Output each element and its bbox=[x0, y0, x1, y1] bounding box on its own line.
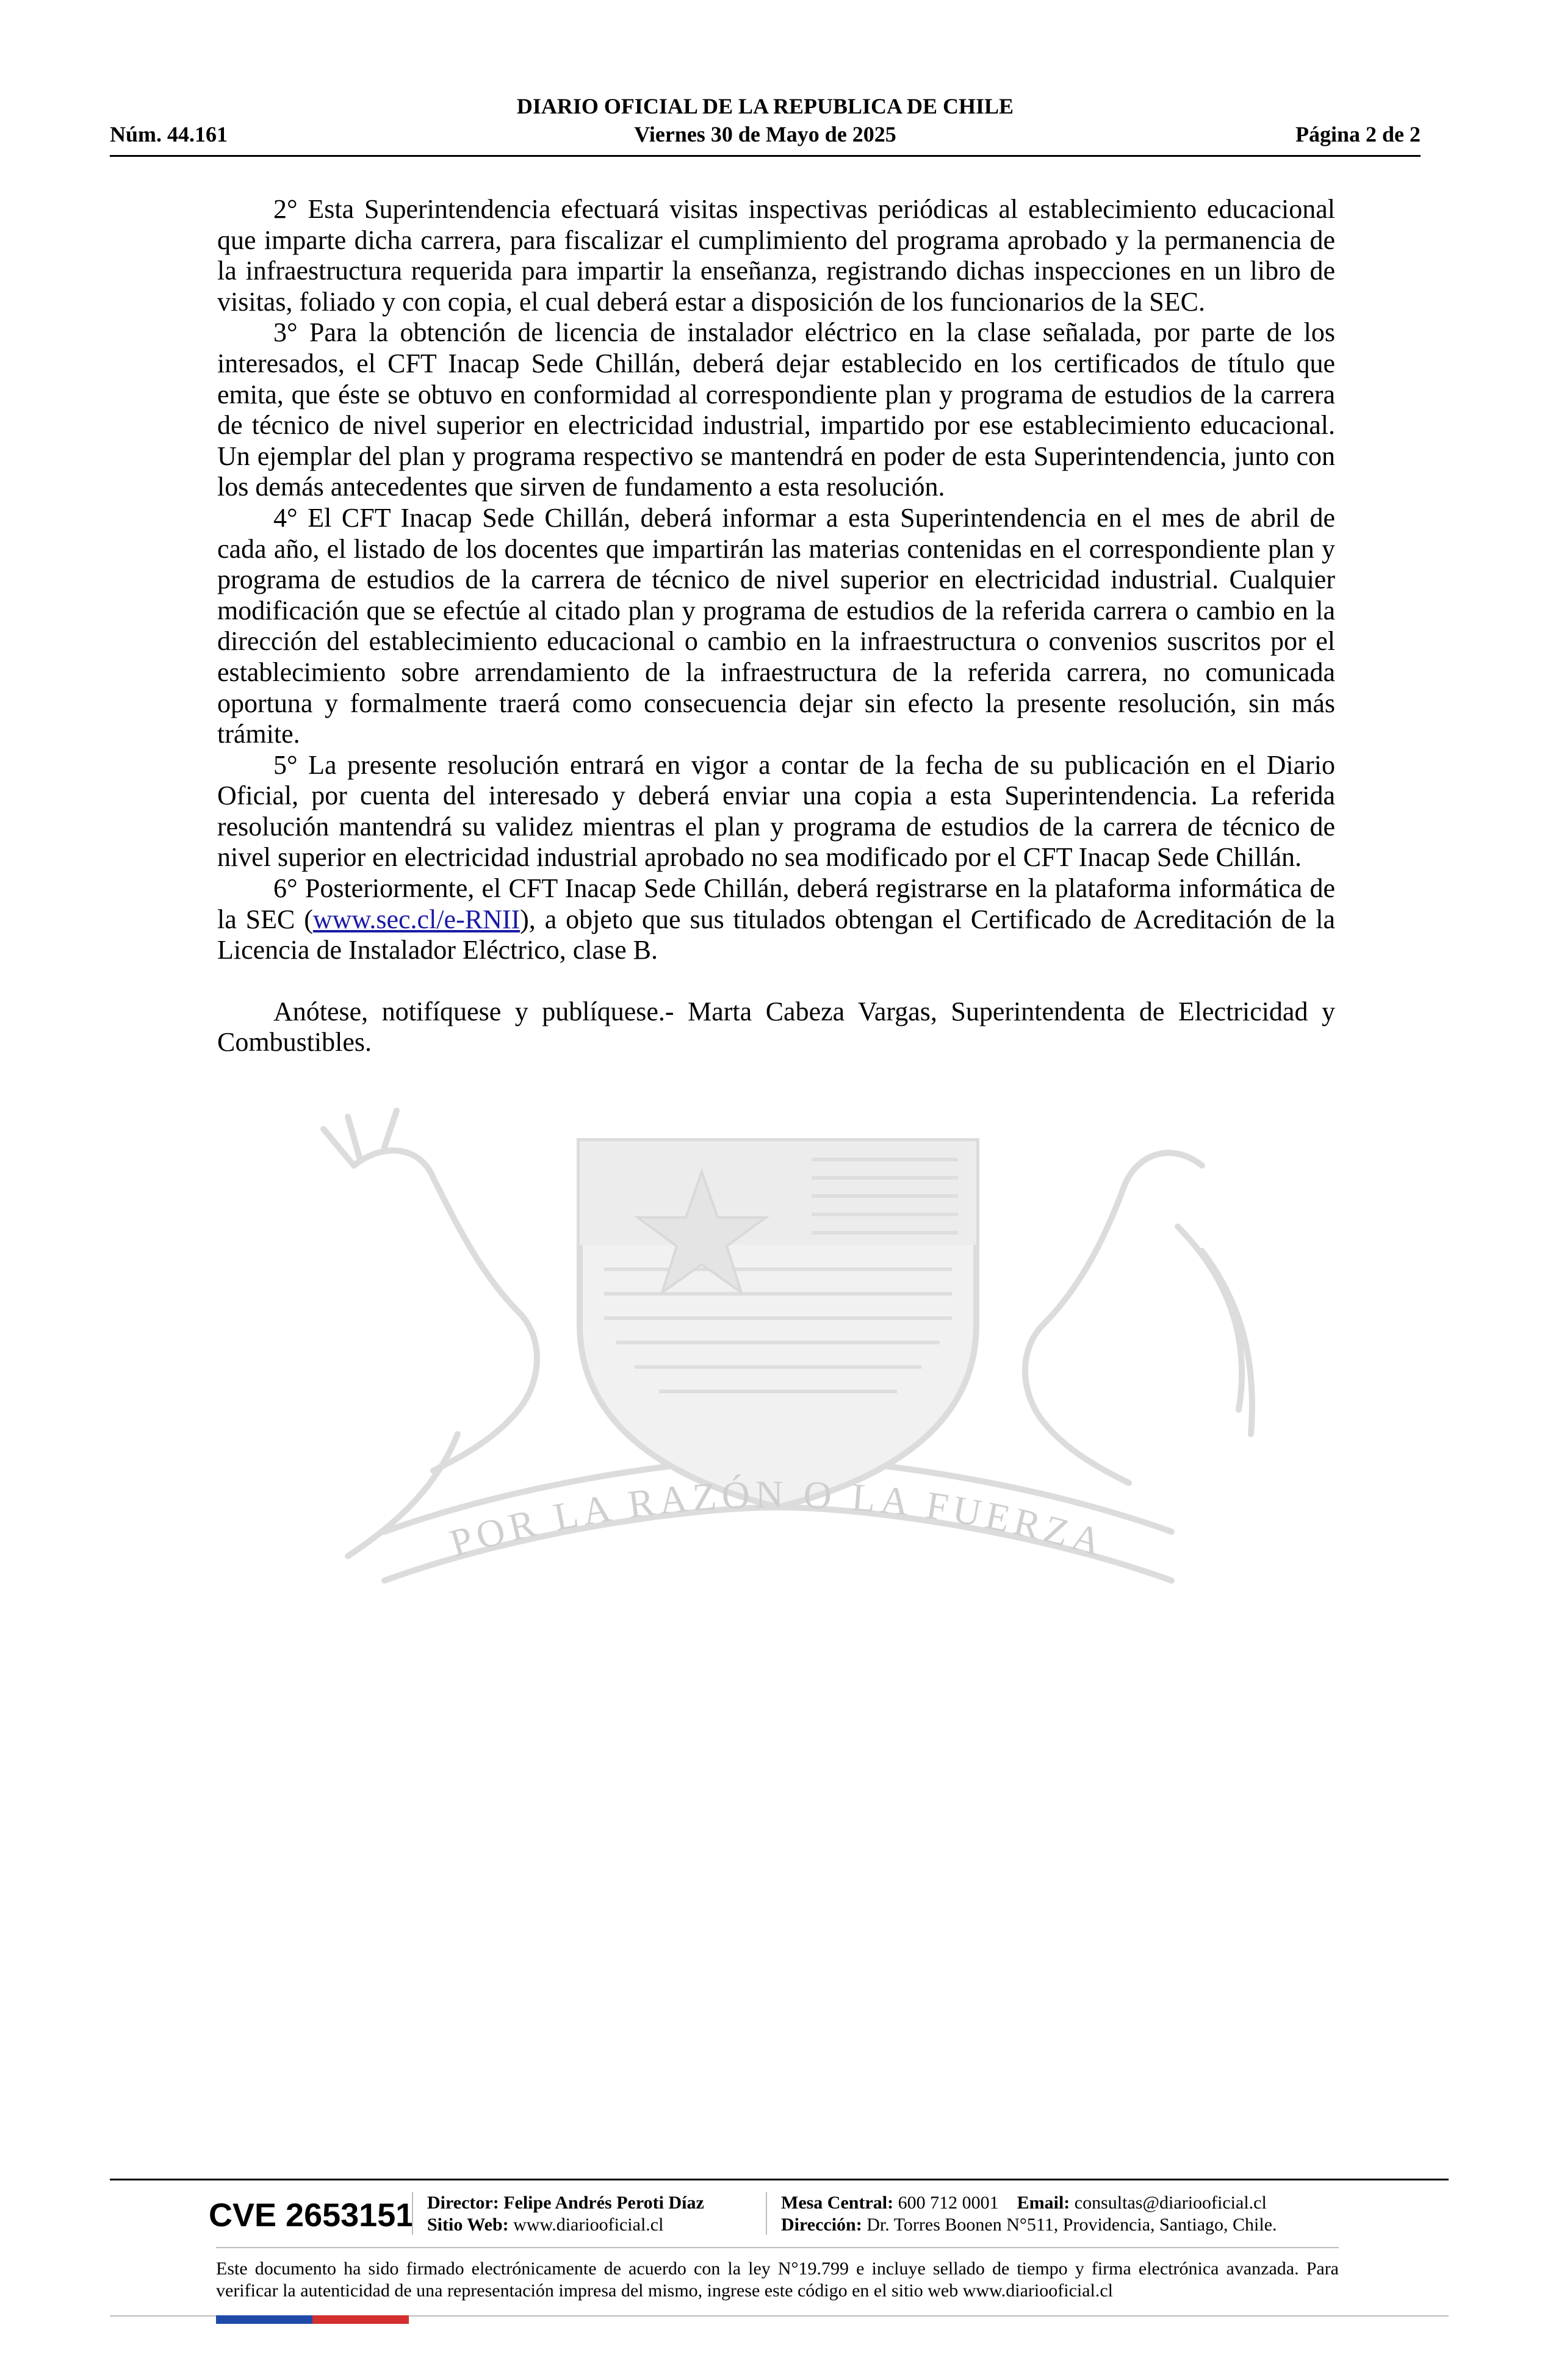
closing-signature: Anótese, notifíquese y publíquese.- Marta Cabeza Vargas, Superintendenta de Electricidad y Combustibles. bbox=[217, 996, 1335, 1058]
site-label: Sitio Web: bbox=[427, 2215, 509, 2235]
page-footer bbox=[110, 2179, 1449, 2325]
paragraph-6-lead: 6° Posteriormente, el CFT Inacap Sede Chillán, deberá registrarse en la plataforma informática de la SEC ( bbox=[217, 873, 1335, 934]
paragraph-6 bbox=[217, 873, 1335, 966]
flag-stripe-blue bbox=[216, 2315, 312, 2324]
address-label: Dirección: bbox=[781, 2215, 862, 2235]
condor-wing bbox=[1178, 1227, 1252, 1434]
huemul-leg bbox=[348, 1434, 458, 1556]
header-divider bbox=[110, 155, 1421, 157]
address-value: Dr. Torres Boonen N°511, Providencia, Santiago, Chile. bbox=[866, 2215, 1277, 2235]
issue-number: Núm. 44.161 bbox=[110, 122, 228, 146]
address-line bbox=[781, 2214, 1277, 2236]
coat-of-arms-watermark bbox=[201, 1092, 1355, 1666]
paragraph-4: 4° El CFT Inacap Sede Chillán, deberá informar a esta Superintendencia en el mes de abril de cada año, el listado de los docentes que impartirán las materias contenidas en el correspondiente plan y programa de estudios de la carrera de técnico de nivel superior en electricidad industrial. Cualquier modificación que se efectúe al citado plan y programa de estudios de la referida carrera o cambio en la dirección del establecimiento educacional o cambio en la infraestructura o convenios suscritos por el establecimiento sobre arrendamiento de la infraestructura de la referida carrera, no comunicada oportuna y formalmente traerá como consecuencia dejar sin efecto la presente resolución, sin más trámite. bbox=[217, 502, 1335, 749]
huemul-antlers bbox=[323, 1111, 397, 1166]
footer-mid-rule bbox=[216, 2247, 1339, 2248]
header-row bbox=[110, 121, 1421, 149]
site-url: www.diariooficial.cl bbox=[513, 2215, 664, 2235]
page-indicator: Página 2 de 2 bbox=[1295, 122, 1421, 146]
newspaper-title: DIARIO OFICIAL DE LA REPUBLICA DE CHILE bbox=[516, 94, 1014, 118]
paragraph-3: 3° Para la obtención de licencia de instalador eléctrico en la clase señalada, por parte de los interesados, el CFT Inacap Sede Chillán, deberá dejar establecido en los certificados de título que emita, que éste se obtuvo en conformidad al correspondiente plan y programa de estudios de la carrera de técnico de nivel superior en electricidad industrial, impartido por ese establecimiento educacional. Un ejemplar del plan y programa respectivo se mantendrá en poder de esta Superintendencia, junto con los demás antecedentes que sirven de fundamento a esta resolución. bbox=[217, 317, 1335, 502]
site-line bbox=[427, 2214, 704, 2236]
contact-info bbox=[781, 2192, 1277, 2236]
flag-stripe-red bbox=[312, 2315, 409, 2324]
footer-top-rule bbox=[110, 2179, 1449, 2180]
motto-text: POR LA RAZÓN O LA FUERZA bbox=[445, 1472, 1111, 1565]
mesa-label: Mesa Central: bbox=[781, 2193, 894, 2213]
director-name: Felipe Andrés Peroti Díaz bbox=[503, 2193, 704, 2213]
email-address: consultas@diariooficial.cl bbox=[1074, 2193, 1267, 2213]
footer-separator bbox=[412, 2192, 413, 2235]
email-label: Email: bbox=[1017, 2193, 1070, 2213]
page-header bbox=[110, 93, 1421, 160]
contact-line bbox=[781, 2192, 1277, 2214]
mesa-phone: 600 712 0001 bbox=[898, 2193, 999, 2213]
huemul-outline bbox=[354, 1150, 537, 1471]
director-label: Director: bbox=[427, 2193, 499, 2213]
footer-separator bbox=[766, 2192, 767, 2235]
resolution-body bbox=[217, 194, 1335, 1058]
paragraph-6-tail: ), a objeto que sus titulados obtengan el Certificado de Acreditación de la Licencia de Instalador Eléctrico, clase B. bbox=[217, 904, 1335, 965]
paragraph-2: 2° Esta Superintendencia efectuará visitas inspectivas periódicas al establecimiento educacional que imparte dicha carrera, para fiscalizar el cumplimiento del programa aprobado y la permanencia de la infraestructura requerida para impartir la enseñanza, registrando dichas inspecciones en un libro de visitas, foliado y con copia, el cual deberá estar a disposición de los funcionarios de la SEC. bbox=[217, 194, 1335, 317]
director-line bbox=[427, 2192, 704, 2214]
sec-rnii-link[interactable]: www.sec.cl/e-RNII bbox=[312, 904, 520, 934]
issue-date: Viernes 30 de Mayo de 2025 bbox=[634, 122, 896, 146]
electronic-signature-note: Este documento ha sido firmado electrónicamente de acuerdo con la ley N°19.799 e incluye sellado de tiempo y firma electrónica avanzada. Para verificar la autenticidad de una representación impresa del mismo, ingrese este código en el sitio web www.diariooficial.cl bbox=[216, 2259, 1339, 2301]
shield bbox=[580, 1141, 976, 1507]
cve-code: CVE 2653151 bbox=[209, 2197, 414, 2234]
paragraph-5: 5° La presente resolución entrará en vigor a contar de la fecha de su publicación en el Diario Oficial, por cuenta del interesado y deberá enviar una copia a esta Superintendencia. La referida resolución mantendrá su validez mientras el plan y programa de estudios de la carrera de técnico de nivel superior en electricidad industrial aprobado no sea modificado por el CFT Inacap Sede Chillán. bbox=[217, 749, 1335, 873]
condor-outline bbox=[1025, 1153, 1202, 1483]
director-info bbox=[427, 2192, 704, 2236]
